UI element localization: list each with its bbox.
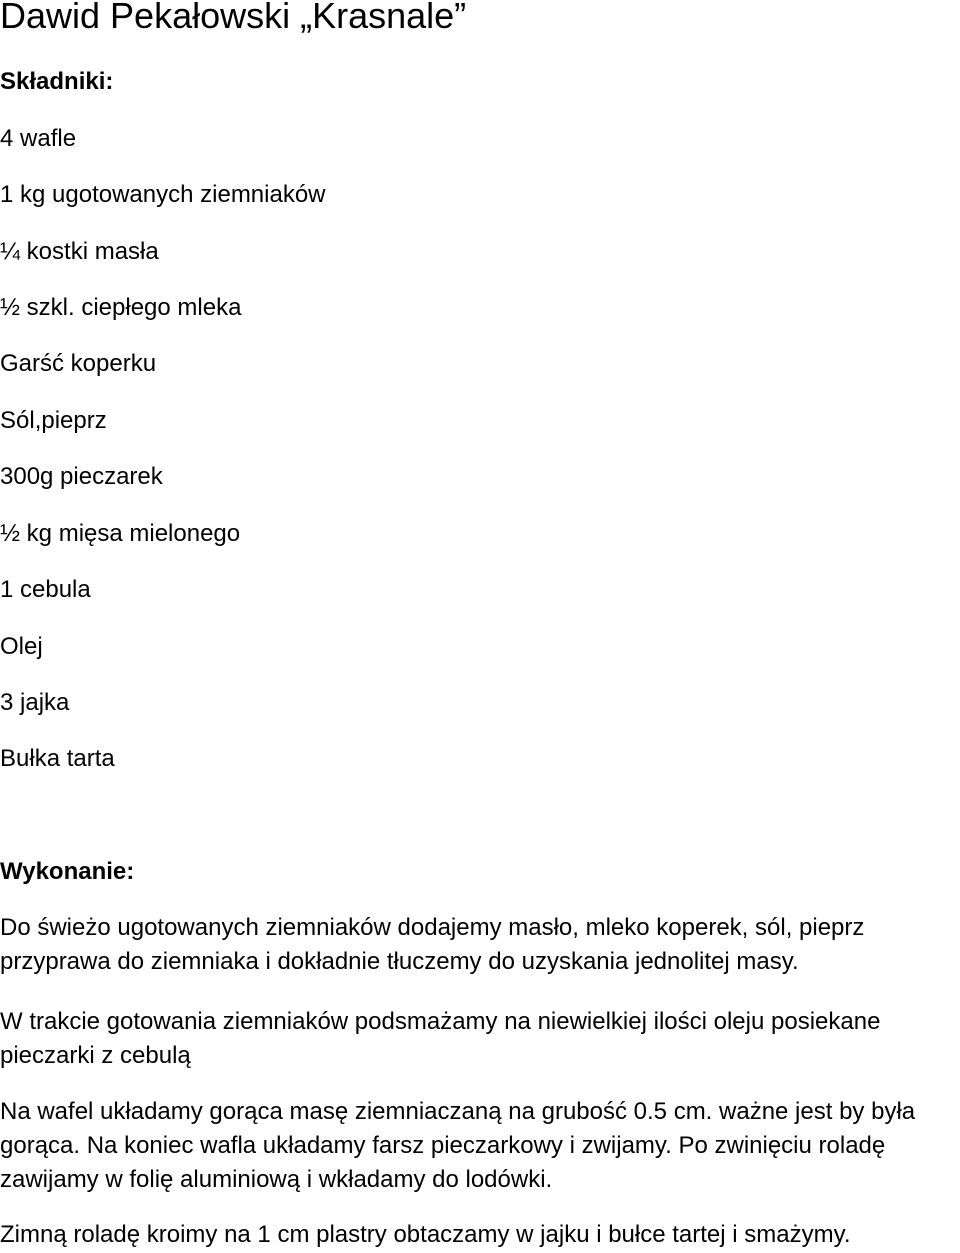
method-step: W trakcie gotowania ziemniaków podsmażamy na niewielkiej ilości oleju posiekane pieczarki z cebulą	[0, 1008, 881, 1069]
method-step: Zimną roladę kroimy na 1 cm plastry obtaczamy w jajku i bułce tartej i smażymy.	[0, 1221, 851, 1248]
ingredient-item: ½ szkl. ciepłego mleka	[0, 294, 242, 321]
recipe-title: Dawid Pekałowski „Krasnale”	[0, 0, 467, 36]
ingredient-item: Bułka tarta	[0, 745, 115, 772]
method-step: Do świeżo ugotowanych ziemniaków dodajemy masło, mleko koperek, sól, pieprz przyprawa do ziemniaka i dokładnie tłuczemy do uzyskania jednolitej masy.	[0, 914, 865, 975]
ingredient-item: 300g pieczarek	[0, 463, 163, 490]
ingredient-item: Garść koperku	[0, 350, 157, 377]
ingredients-heading: Składniki:	[0, 68, 114, 95]
ingredient-item: ½ kg mięsa mielonego	[0, 520, 241, 547]
ingredient-item: Olej	[0, 633, 43, 660]
ingredient-item: 1 kg ugotowanych ziemniaków	[0, 181, 326, 208]
ingredient-item: 3 jajka	[0, 689, 70, 716]
ingredient-item: 4 wafle	[0, 125, 77, 152]
ingredient-item: 1 cebula	[0, 576, 91, 603]
ingredient-item: ¼ kostki masła	[0, 238, 159, 265]
method-heading: Wykonanie:	[0, 858, 135, 885]
method-step: Na wafel układamy gorąca masę ziemniaczaną na grubość 0.5 cm. ważne jest by była gorąca. Na koniec wafla układamy farsz pieczarkowy i zwijamy. Po zwinięciu roladę zawijamy w folię aluminiową i wkładamy do lodówki.	[0, 1098, 916, 1193]
ingredient-item: Sól,pieprz	[0, 407, 107, 434]
